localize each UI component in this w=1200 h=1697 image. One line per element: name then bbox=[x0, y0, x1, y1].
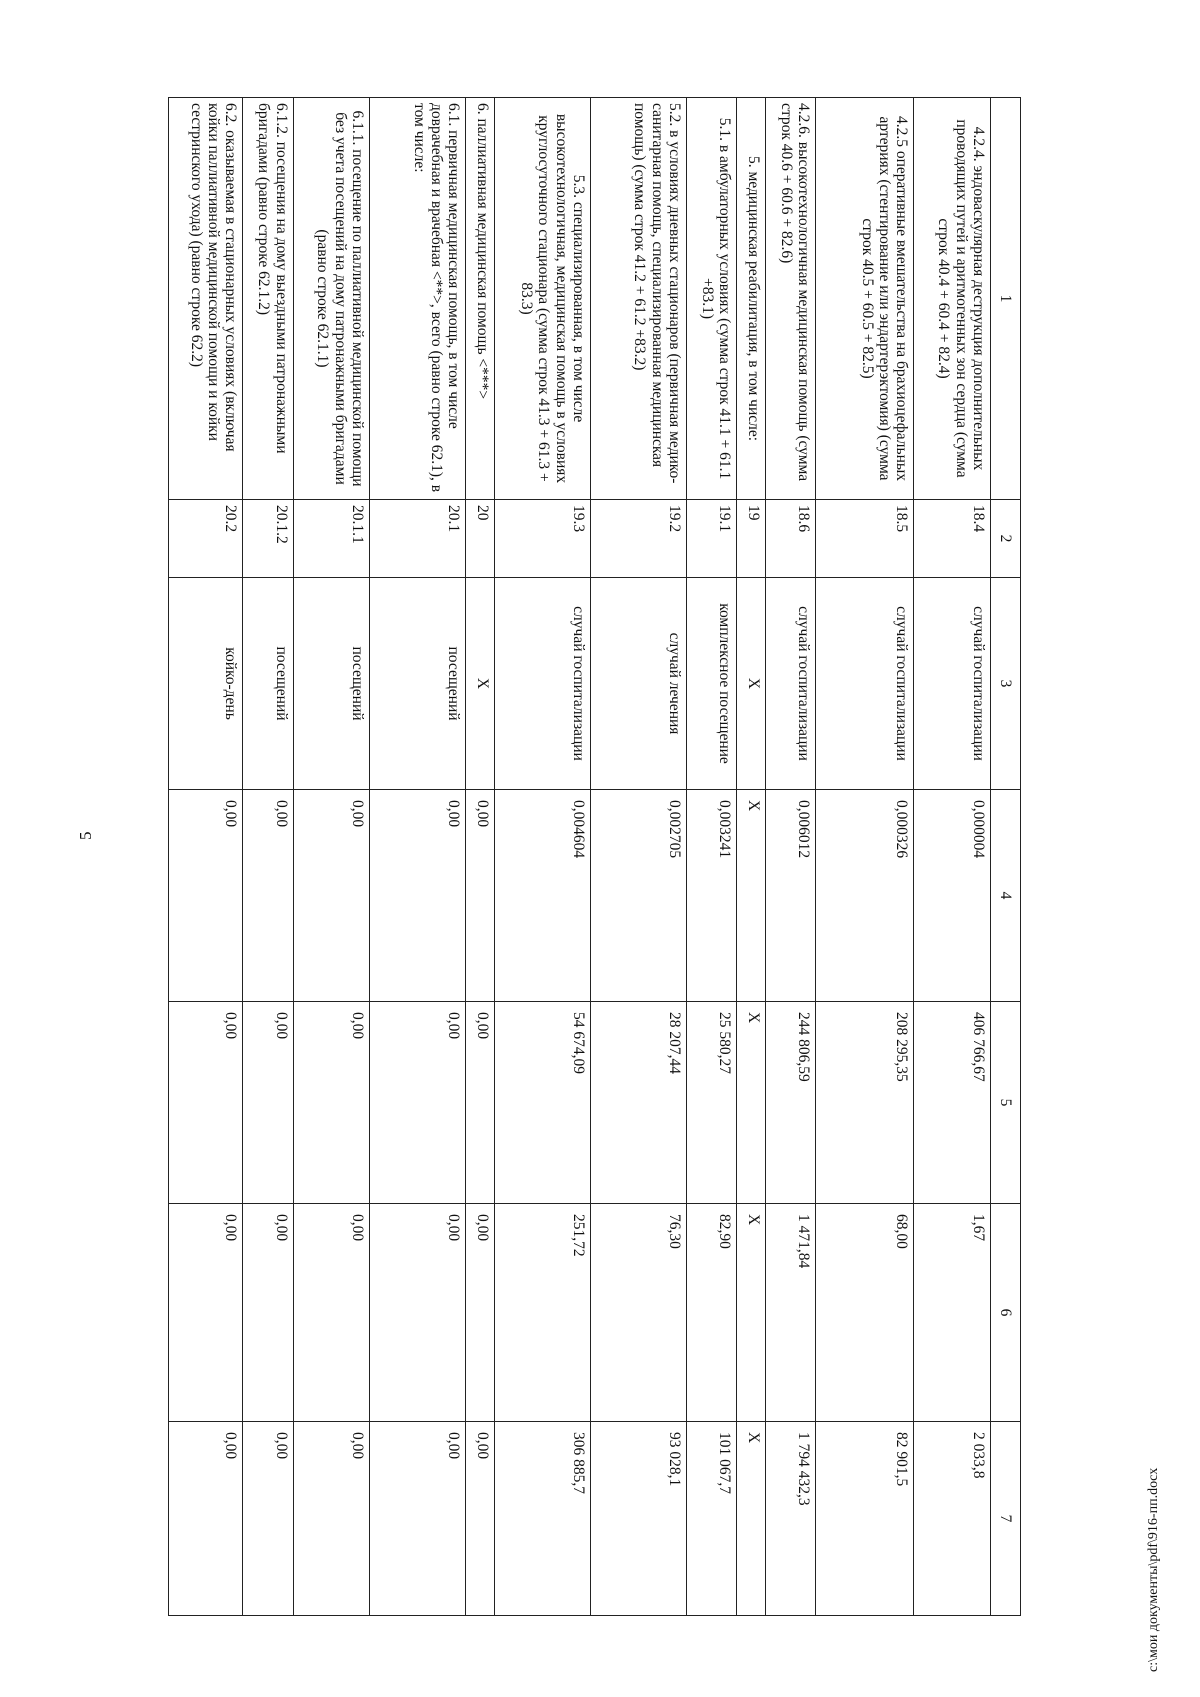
value-cell: 0,00 bbox=[466, 1422, 494, 1616]
table-row bbox=[370, 98, 466, 1616]
value-cell: 0,00 bbox=[466, 1002, 494, 1204]
value-cell: 0,00 bbox=[243, 1002, 293, 1204]
column-header: 1 bbox=[991, 98, 1021, 500]
row-code-cell: 20.2 bbox=[169, 500, 243, 578]
row-name-cell: 6.2. оказываемая в стационарных условиях (включая койки паллиативной медицинской помощи и койки сестринского ухода) (равно строке 62.2) bbox=[169, 98, 243, 500]
row-code-cell: 20 bbox=[466, 500, 494, 578]
value-cell: 1 471,84 bbox=[765, 1204, 815, 1422]
row-name-cell: 5.2. в условиях дневных стационаров (первичная медико-санитарная помощь, специализированная медицинская помощь) (сумма строк 41.2 + 61.2 +83.2) bbox=[590, 98, 686, 500]
row-unit-cell: Х bbox=[466, 578, 494, 790]
column-header: 7 bbox=[991, 1422, 1021, 1616]
value-cell: 2 033,8 bbox=[914, 1422, 991, 1616]
row-name-cell: 5.1. в амбулаторных условиях (сумма строк 41.1 + 61.1 +83.1) bbox=[687, 98, 737, 500]
row-name-cell: 6.1. первичная медицинская помощь, в том числе доврачебная и врачебная <**>, всего (равно строке 62.1), в том числе: bbox=[370, 98, 466, 500]
row-name-cell: 5.3. специализированная, в том числе высокотехнологичная, медицинская помощь в условиях круглосуточного стационара (сумма строк 41.3 + 61.3 + 83.3) bbox=[494, 98, 590, 500]
value-cell: 306 885,7 bbox=[494, 1422, 590, 1616]
value-cell: 0,00 bbox=[243, 1204, 293, 1422]
row-unit-cell: Х bbox=[737, 578, 765, 790]
row-unit-cell: случай лечения bbox=[590, 578, 686, 790]
table-row bbox=[737, 98, 765, 1616]
value-cell: 0,00 bbox=[370, 1422, 466, 1616]
value-cell: 0,00 bbox=[293, 1204, 370, 1422]
row-code-cell: 20.1.2 bbox=[243, 500, 293, 578]
table-row bbox=[466, 98, 494, 1616]
row-code-cell: 18.5 bbox=[816, 500, 914, 578]
footer-file-path: с:\мои документы\pdf\916-пп.docx bbox=[1146, 1467, 1161, 1672]
value-cell: 82 901,5 bbox=[816, 1422, 914, 1616]
row-unit-cell: посещений bbox=[293, 578, 370, 790]
table-row bbox=[914, 98, 991, 1616]
row-unit-cell: посещений bbox=[243, 578, 293, 790]
table-row bbox=[494, 98, 590, 1616]
value-cell: 0,00 bbox=[466, 1204, 494, 1422]
column-header: 6 bbox=[991, 1204, 1021, 1422]
value-cell: 0,00 bbox=[466, 790, 494, 1002]
value-cell: 28 207,44 bbox=[590, 1002, 686, 1204]
value-cell: 0,00 bbox=[169, 1422, 243, 1616]
value-cell: 251,72 bbox=[494, 1204, 590, 1422]
table-row bbox=[590, 98, 686, 1616]
row-code-cell: 19.3 bbox=[494, 500, 590, 578]
row-name-cell: 4.2.5 оперативные вмешательства на брахиоцефальных артериях (стентирование или эндартерэктомия) (сумма строк 40.5 + 60.5 + 82.5) bbox=[816, 98, 914, 500]
value-cell: 0,00 bbox=[169, 790, 243, 1002]
value-cell: 93 028,1 bbox=[590, 1422, 686, 1616]
value-cell: 244 806,59 bbox=[765, 1002, 815, 1204]
value-cell: 0,00 bbox=[293, 790, 370, 1002]
row-name-cell: 6.1.1. посещение по паллиативной медицинской помощи без учета посещений на дому патронажными бригадами (равно строке 62.1.1) bbox=[293, 98, 370, 500]
value-cell: 101 067,7 bbox=[687, 1422, 737, 1616]
row-unit-cell: комплексное посещение bbox=[687, 578, 737, 790]
value-cell: 0,00 bbox=[169, 1204, 243, 1422]
row-code-cell: 19.1 bbox=[687, 500, 737, 578]
value-cell: 0,00 bbox=[293, 1422, 370, 1616]
row-code-cell: 20.1 bbox=[370, 500, 466, 578]
value-cell: 76,30 bbox=[590, 1204, 686, 1422]
value-cell: 82,90 bbox=[687, 1204, 737, 1422]
value-cell: 0,000326 bbox=[816, 790, 914, 1002]
row-unit-cell: койко-день bbox=[169, 578, 243, 790]
table-row bbox=[816, 98, 914, 1616]
value-cell: 208 295,35 bbox=[816, 1002, 914, 1204]
column-header: 2 bbox=[991, 500, 1021, 578]
value-cell: Х bbox=[737, 1002, 765, 1204]
row-name-cell: 6. паллиативная медицинская помощь <***> bbox=[466, 98, 494, 500]
value-cell: Х bbox=[737, 1204, 765, 1422]
value-cell: 25 580,27 bbox=[687, 1002, 737, 1204]
value-cell: Х bbox=[737, 790, 765, 1002]
value-cell: 0,00 bbox=[169, 1002, 243, 1204]
data-table bbox=[168, 97, 1021, 1616]
value-cell: 0,00 bbox=[243, 1422, 293, 1616]
value-cell: 0,00 bbox=[370, 1002, 466, 1204]
value-cell: 0,000004 bbox=[914, 790, 991, 1002]
table-row bbox=[765, 98, 815, 1616]
row-unit-cell: случай госпитализации bbox=[765, 578, 815, 790]
row-name-cell: 5. медицинская реабилитация, в том числе: bbox=[737, 98, 765, 500]
row-name-cell: 6.1.2. посещения на дому выездными патронажными бригадами (равно строке 62.1.2) bbox=[243, 98, 293, 500]
page-number: 5 bbox=[76, 831, 95, 840]
row-unit-cell: случай госпитализации bbox=[914, 578, 991, 790]
value-cell: 0,006012 bbox=[765, 790, 815, 1002]
table-row bbox=[169, 98, 243, 1616]
value-cell: 0,002705 bbox=[590, 790, 686, 1002]
value-cell: 0,003241 bbox=[687, 790, 737, 1002]
row-code-cell: 19.2 bbox=[590, 500, 686, 578]
column-header: 5 bbox=[991, 1002, 1021, 1204]
row-unit-cell: случай госпитализации bbox=[494, 578, 590, 790]
value-cell: Х bbox=[737, 1422, 765, 1616]
row-name-cell: 4.2.6. высокотехнологичная медицинская помощь (сумма строк 40.6 + 60.6 + 82.6) bbox=[765, 98, 815, 500]
row-unit-cell: посещений bbox=[370, 578, 466, 790]
table-row bbox=[243, 98, 293, 1616]
value-cell: 1,67 bbox=[914, 1204, 991, 1422]
row-code-cell: 18.4 bbox=[914, 500, 991, 578]
value-cell: 68,00 bbox=[816, 1204, 914, 1422]
table-row bbox=[293, 98, 370, 1616]
column-header: 3 bbox=[991, 578, 1021, 790]
rotated-table-container bbox=[168, 97, 1021, 1615]
row-name-cell: 4.2.4. эндоваскулярная деструкция дополнительных проводящих путей и аритмогенных зон сердца (сумма строк 40.4 + 60.4 + 82.4) bbox=[914, 98, 991, 500]
row-code-cell: 18.6 bbox=[765, 500, 815, 578]
row-code-cell: 19 bbox=[737, 500, 765, 578]
row-code-cell: 20.1.1 bbox=[293, 500, 370, 578]
row-unit-cell: случай госпитализации bbox=[816, 578, 914, 790]
value-cell: 0,00 bbox=[370, 1204, 466, 1422]
value-cell: 54 674,09 bbox=[494, 1002, 590, 1204]
table-row bbox=[687, 98, 737, 1616]
table-header-row bbox=[991, 98, 1021, 1616]
value-cell: 0,004604 bbox=[494, 790, 590, 1002]
value-cell: 0,00 bbox=[293, 1002, 370, 1204]
value-cell: 406 766,67 bbox=[914, 1002, 991, 1204]
value-cell: 0,00 bbox=[243, 790, 293, 1002]
value-cell: 0,00 bbox=[370, 790, 466, 1002]
value-cell: 1 794 432,3 bbox=[765, 1422, 815, 1616]
column-header: 4 bbox=[991, 790, 1021, 1002]
